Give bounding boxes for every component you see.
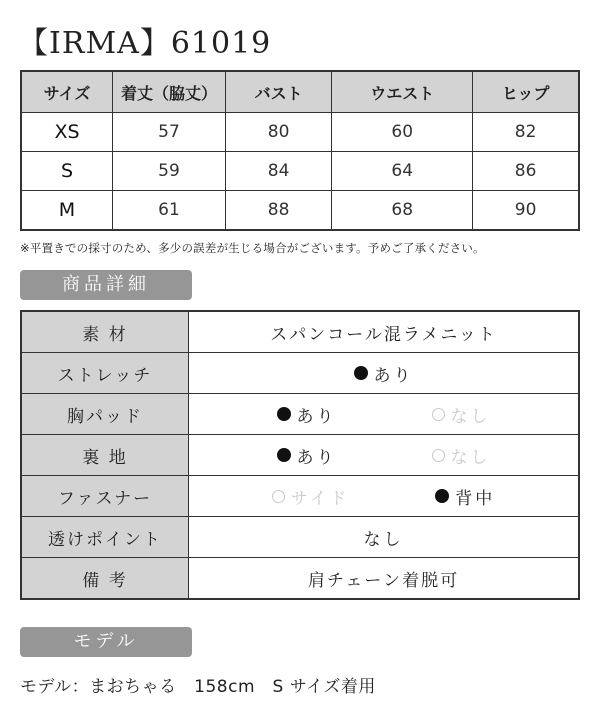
detail-row-lining	[21, 435, 579, 476]
size-cell: S	[21, 152, 113, 191]
bust-cell: 88	[226, 191, 332, 231]
detail-label: 胸パッド	[21, 394, 189, 435]
detail-label: 裏 地	[21, 435, 189, 476]
lining-yes-label: あり	[296, 447, 337, 468]
detail-row-sheer	[21, 517, 579, 558]
lining-option-no	[432, 443, 491, 468]
detail-value	[189, 435, 580, 476]
detail-label: 備 考	[21, 558, 189, 600]
detail-row-pad	[21, 394, 579, 435]
remarks-value: 肩チェーン着脱可	[307, 570, 460, 591]
length-cell: 57	[113, 113, 226, 152]
filled-circle-icon	[277, 448, 291, 462]
size-row-xs	[21, 113, 579, 152]
header-hip: ヒップ	[473, 71, 579, 113]
zipper-back-label: 背中	[455, 488, 496, 509]
detail-value	[189, 517, 580, 558]
hip-cell: 82	[473, 113, 579, 152]
lining-no-label: なし	[450, 447, 491, 468]
detail-value	[189, 558, 580, 600]
empty-circle-icon	[272, 490, 285, 503]
stretch-option	[354, 361, 414, 386]
detail-label: ファスナー	[21, 476, 189, 517]
zipper-option-side	[272, 484, 350, 509]
header-waist: ウエスト	[332, 71, 473, 113]
pad-yes-label: あり	[296, 406, 337, 427]
pad-option-yes	[277, 402, 337, 427]
bust-cell: 80	[226, 113, 332, 152]
pad-no-label: なし	[450, 406, 491, 427]
zipper-option-back	[435, 484, 495, 509]
lining-option-yes	[277, 443, 337, 468]
length-cell: 61	[113, 191, 226, 231]
filled-circle-icon	[435, 489, 449, 503]
bust-cell: 84	[226, 152, 332, 191]
product-title: 【IRMA】61019	[18, 26, 272, 61]
detail-row-material	[21, 311, 579, 353]
measurement-note: ※平置きでの採寸のため、多少の誤差が生じる場合がございます。予めご了承ください。	[20, 241, 485, 255]
detail-row-stretch	[21, 353, 579, 394]
size-cell: XS	[21, 113, 113, 152]
detail-label: 素 材	[21, 311, 189, 353]
material-value: スパンコール混ラメニット	[270, 324, 497, 345]
header-length: 着丈（脇丈）	[113, 71, 226, 113]
size-table-header	[21, 71, 579, 113]
hip-cell: 90	[473, 191, 579, 231]
detail-label: ストレッチ	[21, 353, 189, 394]
detail-value	[189, 476, 580, 517]
filled-circle-icon	[277, 407, 291, 421]
detail-label: 透けポイント	[21, 517, 189, 558]
hip-cell: 86	[473, 152, 579, 191]
header-bust: バスト	[226, 71, 332, 113]
size-row-s	[21, 152, 579, 191]
detail-value	[189, 353, 580, 394]
model-info: モデル：まおちゃる 158cm S サイズ着用	[20, 677, 376, 697]
zipper-side-label: サイド	[290, 488, 350, 509]
model-heading: モデル	[20, 627, 192, 657]
details-heading: 商品詳細	[20, 270, 192, 300]
filled-circle-icon	[354, 366, 368, 380]
waist-cell: 68	[332, 191, 473, 231]
details-table	[20, 310, 580, 600]
size-cell: M	[21, 191, 113, 231]
size-table	[20, 70, 580, 231]
pad-option-no	[432, 402, 491, 427]
detail-value	[189, 311, 580, 353]
detail-row-zipper	[21, 476, 579, 517]
stretch-value: あり	[373, 365, 414, 386]
waist-cell: 60	[332, 113, 473, 152]
detail-value	[189, 394, 580, 435]
size-row-m	[21, 191, 579, 231]
detail-row-remarks	[21, 558, 579, 600]
length-cell: 59	[113, 152, 226, 191]
waist-cell: 64	[332, 152, 473, 191]
empty-circle-icon	[432, 408, 445, 421]
header-size: サイズ	[21, 71, 113, 113]
sheer-value: なし	[363, 529, 404, 550]
empty-circle-icon	[432, 449, 445, 462]
